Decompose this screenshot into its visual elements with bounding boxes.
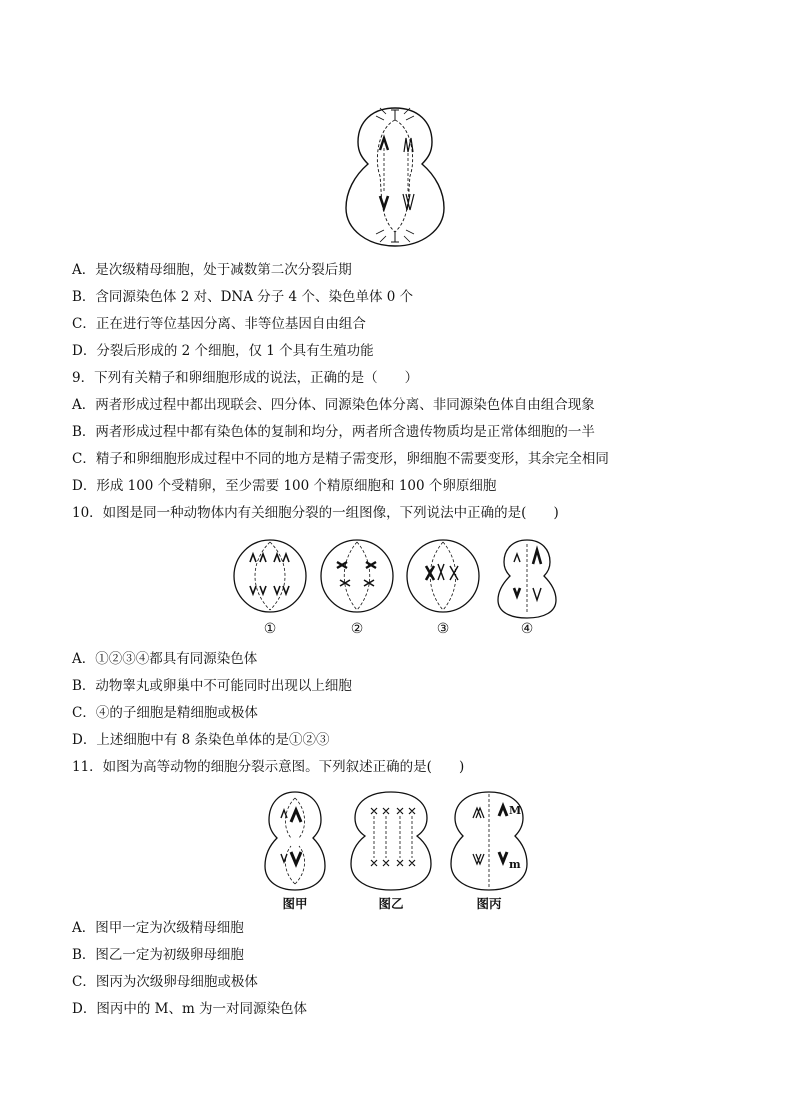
q11-label-yi: 图乙 [378,896,404,911]
q11-label-jia: 图甲 [282,896,308,911]
q10-option-c[interactable]: C．④的子细胞是精细胞或极体 [72,705,258,721]
q8-option-c[interactable]: C．正在进行等位基因分离、非等位基因自由组合 [72,316,366,332]
q9-option-c[interactable]: C．精子和卵细胞形成过程中不同的地方是精子需变形，卵细胞不需要变形，其余完全相同 [72,451,609,467]
q8-option-b[interactable]: B．含同源染色体 2 对、DNA 分子 4 个、染色单体 0 个 [72,289,414,305]
q10-label-2: ② [350,621,364,637]
q9-stem: 9．下列有关精子和卵细胞形成的说法，正确的是（ ） [72,370,419,386]
q9-option-b[interactable]: B．两者形成过程中都有染色体的复制和均分，两者所含遗传物质均是正常体细胞的一半 [72,424,595,440]
q11-option-d[interactable]: D．图丙中的 M、m 为一对同源染色体 [72,1001,308,1017]
q11-stem: 11．如图为高等动物的细胞分裂示意图。下列叙述正确的是( ) [72,759,465,775]
gene-label-m: m [509,858,521,871]
q11-option-c[interactable]: C．图丙为次级卵母细胞或极体 [72,974,258,990]
q9-option-a[interactable]: A．两者形成过程中都出现联会、四分体、同源染色体分离、非同源染色体自由组合现象 [72,397,595,413]
q8-cell-figure [340,100,450,250]
q10-label-1: ① [263,621,277,637]
q8-option-a[interactable]: A．是次级精母细胞，处于减数第二次分裂后期 [72,262,352,278]
q11-option-a[interactable]: A．图甲一定为次级精母细胞 [72,920,244,936]
gene-label-M: M [509,804,522,817]
q10-label-3: ③ [436,621,450,637]
q11-label-bing: 图丙 [476,896,502,911]
q10-label-4: ④ [520,621,534,637]
q8-option-d[interactable]: D．分裂后形成的 2 个细胞，仅 1 个具有生殖功能 [72,343,374,359]
q10-option-d[interactable]: D．上述细胞中有 8 条染色单体的是①②③ [72,732,330,748]
q9-option-d[interactable]: D．形成 100 个受精卵，至少需要 100 个精原细胞和 100 个卵原细胞 [72,478,497,494]
q11-option-b[interactable]: B．图乙一定为初级卵母细胞 [72,947,244,963]
q10-stem: 10．如图是同一种动物体内有关细胞分裂的一组图像，下列说法中正确的是( ) [72,505,559,521]
q10-option-b[interactable]: B．动物睾丸或卵巢中不可能同时出现以上细胞 [72,678,352,694]
q10-option-a[interactable]: A．①②③④都具有同源染色体 [72,651,258,667]
q11-cell-figure [255,788,535,893]
q10-cell-figure [230,532,560,622]
